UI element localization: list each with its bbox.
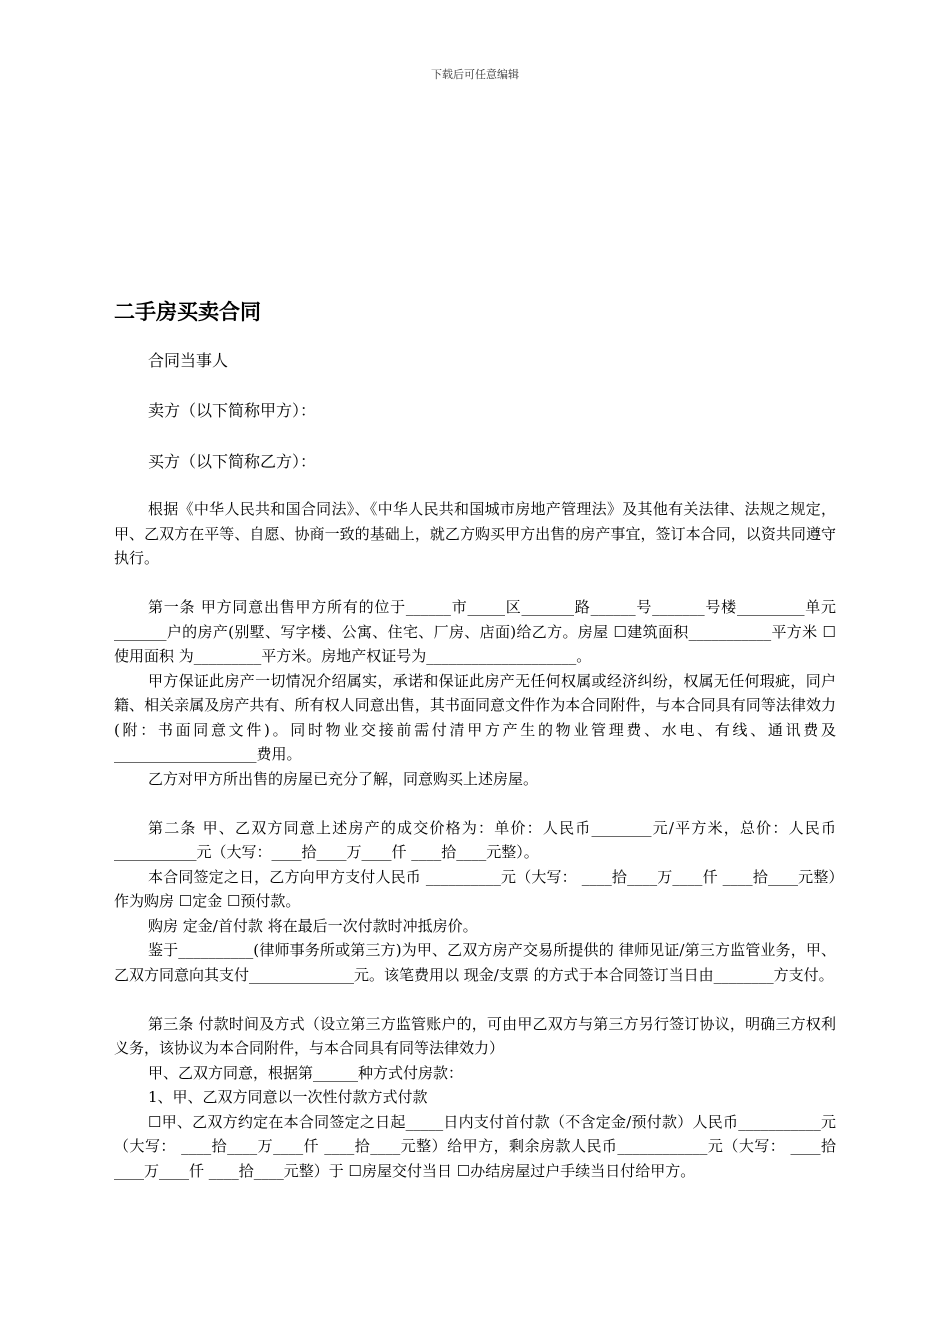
- header-note: 下载后可任意编辑: [431, 68, 519, 81]
- deposit-offset-paragraph: 购房 定金/首付款 将在最后一次付款时冲抵房价。: [148, 916, 478, 935]
- preamble-paragraph: 根据《中华人民共和国合同法》、《中华人民共和国城市房地产管理法》及其他有关法律、法规之规定，甲、乙双方在平等、自愿、协商一致的基础上，就乙方购买甲方出售的房产事宜，签订本合同，以资共同遵守执行。: [114, 500, 836, 567]
- article-3-paragraph: 第三条 付款时间及方式（设立第三方监管账户的，可由甲乙双方与第三方另行签订协议，明确三方权利义务，该协议为本合同附件，与本合同具有同等法律效力）: [114, 1014, 836, 1057]
- contract-body: [114, 497, 836, 1183]
- lump-sum-detail-paragraph: ☐甲、乙双方约定在本合同签定之日起_____日内支付首付款（不含定金/预付款）人民币___________元（大写： ____拾____万____仟 ____拾____元整）给甲方，剩余房款人民币____________元（大写： ____拾____万____仟 ____拾____元整）于 ☐房屋交付当日 ☐办结房屋过户手续当日付给甲方。: [114, 1112, 836, 1180]
- parties-heading: 合同当事人: [148, 351, 229, 370]
- seller-line: 卖方（以下简称甲方）：: [148, 401, 317, 420]
- article-1-paragraph: 第一条 甲方同意出售甲方所有的位于______市_____区_______路______号_______号楼_________单元_______户的房产(别墅、写字楼、公寓、住宅、厂房、店面)给乙方。房屋 ☐建筑面积___________平方米 ☐使用面积 为_________平方米。房地产权证号为____________________。: [114, 598, 836, 665]
- witness-fee-paragraph: 鉴于__________(律师事务所或第三方)为甲、乙双方房产交易所提供的 律师见证/第三方监管业务，甲、乙双方同意向其支付______________元。该笔费用以 现金/支票 的方式于本合同签订当日由________方支付。: [114, 941, 836, 984]
- payment-method-paragraph: 甲、乙双方同意，根据第______种方式付房款：: [148, 1063, 464, 1082]
- buyer-line: 买方（以下简称乙方）：: [148, 452, 317, 471]
- article-2-paragraph: 第二条 甲、乙双方同意上述房产的成交价格为：单价：人民币________元/平方米，总价：人民币___________元（大写：____拾____万____仟 ____拾____元整）。: [114, 818, 836, 861]
- buyer-acceptance-paragraph: 乙方对甲方所出售的房屋已充分了解，同意购买上述房屋。: [148, 769, 539, 788]
- seller-warranty-paragraph: 甲方保证此房产一切情况介绍属实，承诺和保证此房产无任何权属或经济纠纷，权属无任何瑕疵，同户籍、相关亲属及房产共有、所有权人同意出售，其书面同意文件作为本合同附件，与本合同具有同等法律效力(附：书面同意文件)。同时物业交接前需付清甲方产生的物业管理费、水电、有线、通讯费及___________________费用。: [114, 671, 836, 763]
- lump-sum-paragraph: 1、甲、乙双方同意以一次性付款方式付款: [148, 1088, 428, 1106]
- document-title: 二手房买卖合同: [114, 299, 261, 324]
- deposit-paragraph: 本合同签定之日，乙方向甲方支付人民币 __________元（大写： ____拾____万____仟 ____拾____元整）作为购房 ☐定金 ☐预付款。: [114, 867, 836, 910]
